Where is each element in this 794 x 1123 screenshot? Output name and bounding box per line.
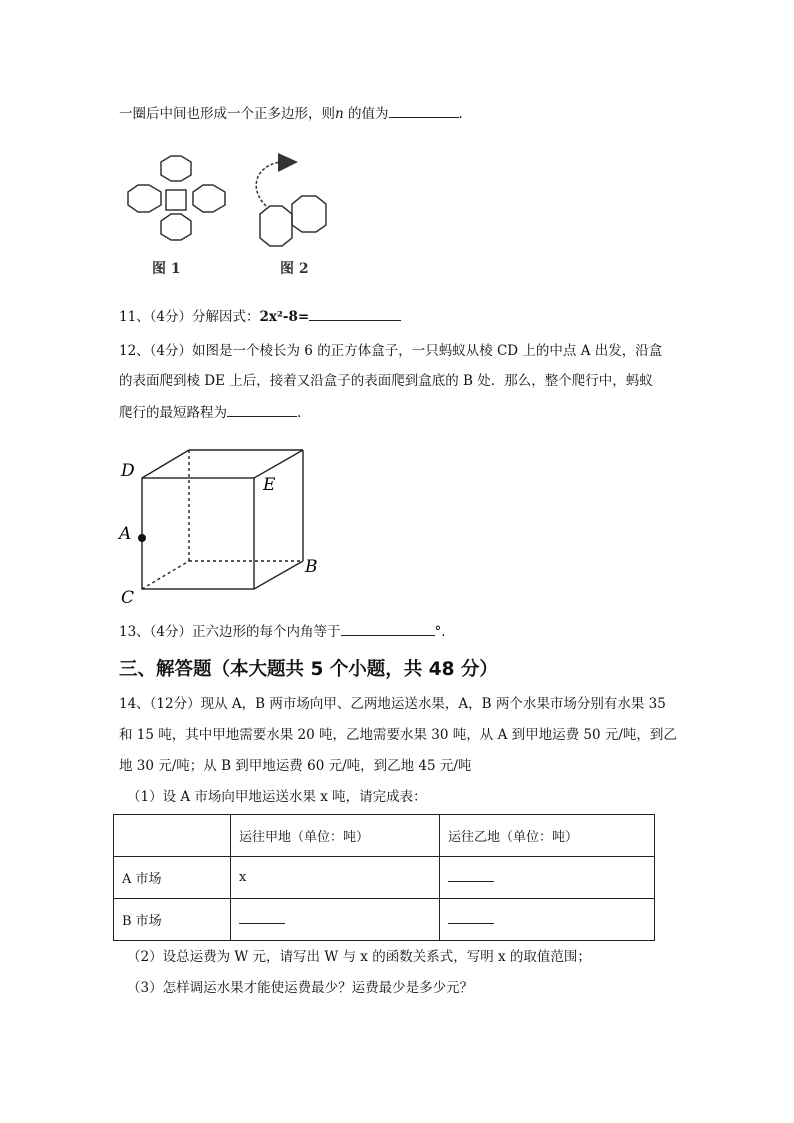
rotation-arrow-path: [256, 162, 280, 206]
q13-end: °.: [434, 624, 446, 640]
center-square: [166, 190, 186, 210]
cube-hidden-edges: [142, 450, 303, 589]
q14-part3: （3）怎样调运水果才能使运费最少？运费最少是多少元？: [127, 980, 474, 996]
row-b-jia-blank[interactable]: [239, 911, 285, 924]
label-d: D: [121, 461, 135, 481]
q14-line3: 地 30 元/吨；从 B 到甲地运费 60 元/吨，到乙地 45 元/吨: [119, 758, 472, 774]
q12-answer-blank[interactable]: [227, 402, 297, 417]
cube-front-face: [142, 478, 254, 589]
q12-end: .: [297, 405, 302, 421]
q14-part2: （2）设总运费为 W 元，请写出 W 与 x 的函数关系式，写明 x 的取值范围；: [127, 949, 591, 965]
hexagon-left: [260, 206, 292, 246]
q12-line2: 的表面爬到棱 DE 上后，接着又沿盒子的表面爬到盒底的 B 处．那么，整个爬行中，蚂蚁: [119, 373, 653, 389]
table-row: [114, 899, 655, 941]
q10-after: 的值为: [343, 106, 389, 122]
q13-answer-blank[interactable]: [341, 621, 435, 636]
q11-answer-blank[interactable]: [309, 306, 401, 321]
table-header-row: [114, 815, 655, 857]
q12-line1: 12、（4分）如图是一个棱长为 6 的正方体盒子，一只蚂蚁从棱 CD 上的中点 A 出发，沿盒: [119, 343, 663, 359]
q14-line2: 和 15 吨，其中甲地需要水果 20 吨，乙地需要水果 30 吨，从 A 到甲地运费 50 元/吨，到乙: [119, 727, 677, 743]
table-row: [114, 857, 655, 899]
label-c: C: [121, 588, 135, 608]
section-3-title: 三、解答题（本大题共 5 个小题，共 48 分）: [119, 659, 498, 680]
figure1-caption: 图 1: [152, 261, 181, 277]
q12-line3: 爬行的最短路程为: [119, 405, 227, 421]
transport-table: [113, 814, 655, 941]
row-a-jia: x: [231, 857, 440, 899]
figure2-caption: 图 2: [280, 261, 309, 277]
table-header-cell: [114, 815, 231, 857]
point-a-dot: [138, 534, 146, 542]
q10-end: .: [458, 106, 463, 122]
row-b-yi: [440, 899, 655, 941]
hexagon-right: [292, 196, 326, 232]
q10-answer-blank[interactable]: [389, 103, 459, 118]
q13-prefix: 13、（4分）正六边形的每个内角等于: [119, 624, 341, 640]
table-header-cell: 运往甲地（单位：吨）: [231, 815, 440, 857]
octagon-bottom: [161, 214, 191, 240]
octagon-hexagon-figure: [118, 148, 358, 280]
cube-figure: [115, 440, 330, 610]
q14-part1: （1）设 A 市场向甲地运送水果 x 吨，请完成表：: [127, 789, 427, 805]
arrow-head-icon: [278, 153, 298, 172]
q11-line: [119, 306, 401, 327]
label-e: E: [263, 475, 276, 495]
q13-line: [119, 621, 446, 642]
q10-text: 一圈后中间也形成一个正多边形，则: [119, 106, 335, 122]
q10-tail-line: [119, 103, 463, 124]
row-b-label: B 市场: [114, 899, 231, 941]
row-a-yi: [440, 857, 655, 899]
row-a-label: A 市场: [114, 857, 231, 899]
q11-prefix: 11、（4分）分解因式：: [119, 309, 260, 325]
label-a: A: [119, 524, 132, 544]
row-b-jia: [231, 899, 440, 941]
table-header-cell: 运往乙地（单位：吨）: [440, 815, 655, 857]
octagon-left: [128, 185, 161, 212]
row-b-yi-blank[interactable]: [448, 911, 494, 924]
row-a-yi-blank[interactable]: [448, 869, 494, 882]
q12-line3-wrap: [119, 402, 301, 423]
octagon-top: [161, 156, 191, 181]
octagon-right: [193, 185, 225, 212]
q10-var: n: [335, 106, 344, 122]
q11-expr: 2x²-8=: [259, 309, 310, 325]
q14-line1: 14、（12分）现从 A，B 两市场向甲、乙两地运送水果，A，B 两个水果市场分别有水果 35: [119, 696, 666, 712]
label-b: B: [305, 557, 318, 577]
